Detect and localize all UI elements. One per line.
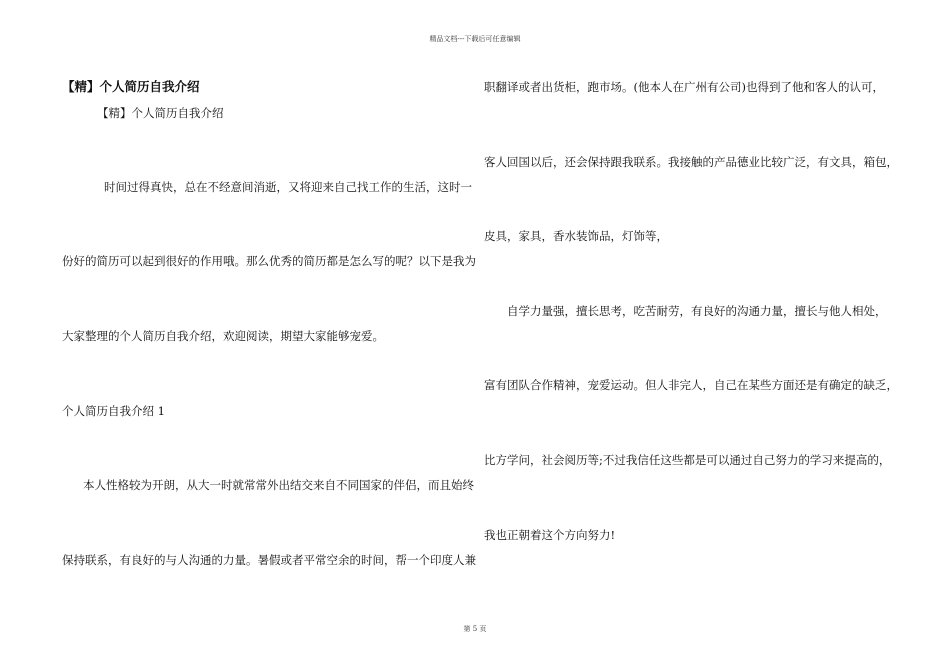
paragraph-line: 份好的简历可以起到很好的作用哦。那么优秀的简历都是怎么写的呢？以下是我为 xyxy=(62,254,476,268)
paragraph-line: 比方学问，社会阅历等;不过我信任这些都是可以通过自己努力的学习来提高的， xyxy=(484,453,891,467)
paragraph-line: 本人性格较为开朗，从大一时就常常外出结交来自不同国家的伴侣，而且始终 xyxy=(83,478,474,492)
document-subtitle: 【精】个人简历自我介绍 xyxy=(97,106,224,120)
paragraph-line: 保持联系，有良好的与人沟通的力量。暑假或者平常空余的时间，帮一个印度人兼 xyxy=(62,553,476,567)
section-heading: 个人简历自我介绍 1 xyxy=(62,404,165,418)
page-header: 精品文档---下载后可任意编辑 xyxy=(429,35,521,43)
paragraph-line: 皮具，家具，香水装饰品，灯饰等， xyxy=(484,229,668,243)
paragraph-line: 职翻译或者出货柜，跑市场。(他本人在广州有公司)也得到了他和客人的认可， xyxy=(484,80,884,94)
paragraph-line: 我也正朝着这个方向努力! xyxy=(484,528,616,542)
paragraph-line: 时间过得真快，总在不经意间消逝，又将迎来自己找工作的生活，这时一 xyxy=(104,180,472,194)
paragraph-line: 客人回国以后，还会保持跟我联系。我接触的产品德业比较广泛，有文具，箱包， xyxy=(484,155,898,169)
document-title: 【精】个人简历自我介绍 xyxy=(62,79,200,94)
paragraph-line: 大家整理的个人简历自我介绍，欢迎阅读，期望大家能够宠爱。 xyxy=(62,329,384,343)
page-number: 第 5 页 xyxy=(463,625,487,633)
paragraph-line: 自学力量强，擅长思考，吃苦耐劳，有良好的沟通力量，擅长与他人相处， xyxy=(507,304,887,318)
paragraph-line: 富有团队合作精神，宠爱运动。但人非完人，自己在某些方面还是有确定的缺乏， xyxy=(484,378,898,392)
